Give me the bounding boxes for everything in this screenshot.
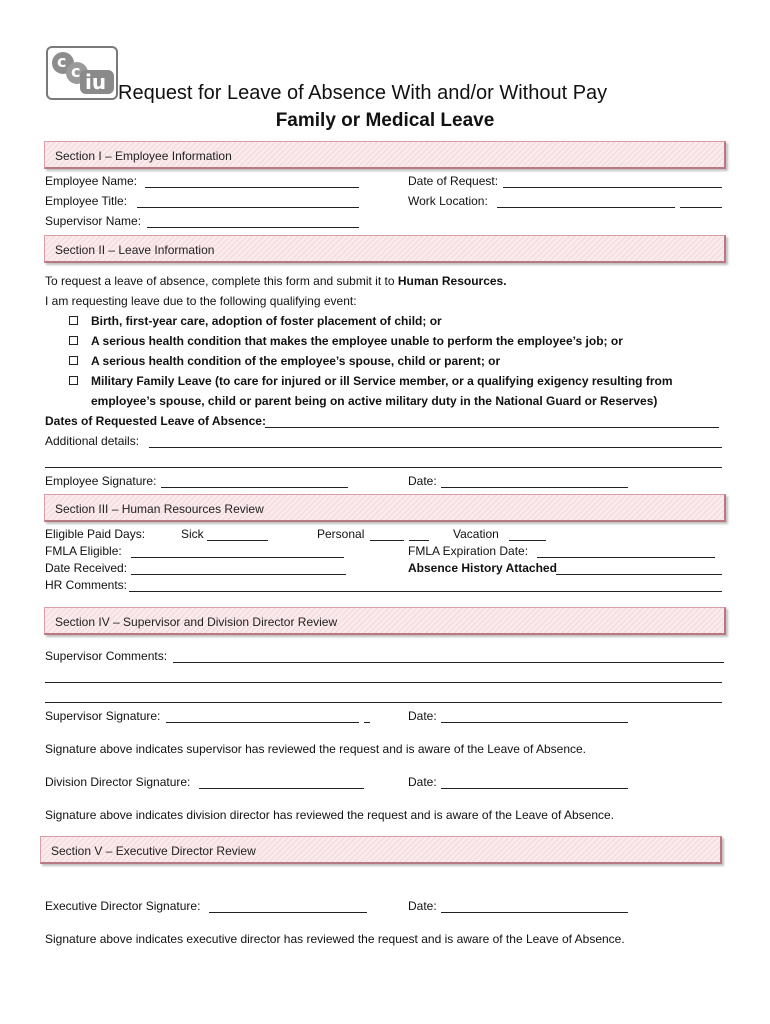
supervisor-comments-label: Supervisor Comments:	[45, 649, 168, 663]
logo-letter-3: iu	[85, 70, 107, 94]
section-2-title: Section II – Leave Information	[55, 243, 215, 257]
absence-history-label: Absence History Attached	[408, 561, 557, 575]
section-5-title: Section V – Executive Director Review	[51, 844, 256, 858]
vacation-label: Vacation	[453, 527, 499, 541]
employee-signature-label: Employee Signature:	[45, 474, 157, 488]
executive-director-date-field[interactable]	[441, 912, 628, 913]
hr-comments-label: HR Comments:	[45, 578, 128, 592]
personal-days-field[interactable]	[370, 540, 404, 541]
work-location-label: Work Location:	[408, 194, 488, 208]
fmla-eligible-field[interactable]	[131, 557, 344, 558]
employee-title-field[interactable]	[137, 207, 359, 208]
fmla-eligible-label: FMLA Eligible:	[45, 544, 122, 558]
option-1-checkbox[interactable]	[69, 316, 78, 325]
section-5-header	[40, 836, 722, 864]
executive-director-signature-field[interactable]	[209, 912, 367, 913]
work-location-field-extra[interactable]	[680, 207, 722, 208]
supervisor-comments-field[interactable]	[173, 662, 724, 663]
logo-letter-2: c	[71, 62, 81, 81]
employee-name-field[interactable]	[145, 187, 359, 188]
intro-text-prefix: To request a leave of absence, complete this form and submit it to	[45, 274, 398, 288]
option-4-checkbox[interactable]	[69, 376, 78, 385]
section-4-header	[44, 607, 726, 635]
employee-signature-field[interactable]	[161, 487, 348, 488]
absence-history-field[interactable]	[556, 574, 722, 575]
supervisor-name-field[interactable]	[147, 227, 359, 228]
supervisor-signature-label: Supervisor Signature:	[45, 709, 161, 723]
supervisor-comments-field-3[interactable]	[45, 702, 722, 703]
division-director-date-label: Date:	[408, 775, 437, 789]
dates-requested-field[interactable]	[265, 427, 719, 428]
executive-director-signature-label: Executive Director Signature:	[45, 899, 201, 913]
additional-details-field[interactable]	[149, 447, 722, 448]
executive-director-date-label: Date:	[408, 899, 437, 913]
eligible-paid-days-label: Eligible Paid Days:	[45, 527, 146, 541]
employee-title-label: Employee Title:	[45, 194, 128, 208]
employee-date-field[interactable]	[441, 487, 628, 488]
option-4-label: Military Family Leave (to care for injured or ill Service member, or a qualifying exigency resulting from	[91, 374, 673, 388]
organization-logo	[46, 46, 118, 100]
sick-days-field[interactable]	[207, 540, 268, 541]
section-4-title: Section IV – Supervisor and Division Director Review	[55, 615, 338, 629]
vacation-days-field[interactable]	[509, 540, 546, 541]
supervisor-signature-field[interactable]	[166, 722, 359, 723]
supervisor-signature-field-extra[interactable]	[364, 722, 370, 723]
division-director-note: Signature above indicates division director has reviewed the request and is aware of the Leave of Absence.	[45, 808, 615, 822]
section-1-title: Section I – Employee Information	[55, 149, 232, 163]
employee-name-label: Employee Name:	[45, 174, 138, 188]
form-subtitle: Family or Medical Leave	[275, 110, 495, 131]
option-1-label: Birth, first-year care, adoption of foster placement of child; or	[91, 314, 442, 328]
option-2-label: A serious health condition that makes the employee unable to perform the employee’s job; or	[91, 334, 623, 348]
human-resources-text: Human Resources.	[397, 274, 507, 288]
date-received-label: Date Received:	[45, 561, 128, 575]
option-3-label: A serious health condition of the employee’s spouse, child or parent; or	[91, 354, 501, 368]
additional-details-field-2[interactable]	[45, 467, 722, 468]
fmla-expiration-field[interactable]	[537, 557, 715, 558]
sick-label: Sick	[181, 527, 204, 541]
executive-director-note: Signature above indicates executive director has reviewed the request and is aware of the Leave of Absence.	[45, 932, 625, 946]
section-3-title: Section III – Human Resources Review	[55, 502, 264, 516]
supervisor-note: Signature above indicates supervisor has reviewed the request and is aware of the Leave of Absence.	[45, 742, 587, 756]
option-4-label-continued: employee’s spouse, child or parent being on active military duty in the National Guard or Reserves)	[91, 394, 658, 408]
option-3-checkbox[interactable]	[69, 356, 78, 365]
requesting-leave-text: I am requesting leave due to the following qualifying event:	[45, 294, 357, 308]
division-director-date-field[interactable]	[441, 788, 628, 789]
supervisor-name-label: Supervisor Name:	[45, 214, 142, 228]
section-1-header	[44, 141, 726, 169]
division-director-signature-label: Division Director Signature:	[45, 775, 191, 789]
fmla-expiration-label: FMLA Expiration Date:	[408, 544, 529, 558]
hr-comments-field[interactable]	[129, 591, 722, 592]
work-location-field[interactable]	[497, 207, 675, 208]
supervisor-date-field[interactable]	[441, 722, 628, 723]
section-2-header	[44, 235, 726, 263]
additional-details-label: Additional details:	[45, 434, 140, 448]
intro-text	[45, 274, 507, 288]
date-of-request-label: Date of Request:	[408, 174, 499, 188]
division-director-signature-field[interactable]	[199, 788, 364, 789]
employee-date-label: Date:	[408, 474, 437, 488]
personal-days-field-extra[interactable]	[409, 540, 429, 541]
form-title: Request for Leave of Absence With and/or Without Pay	[118, 82, 608, 104]
personal-label: Personal	[317, 527, 365, 541]
supervisor-comments-field-2[interactable]	[45, 682, 722, 683]
option-2-checkbox[interactable]	[69, 336, 78, 345]
date-received-field[interactable]	[131, 574, 346, 575]
logo-letter-1: c	[57, 52, 67, 71]
section-3-header	[44, 494, 726, 522]
date-of-request-field[interactable]	[503, 187, 722, 188]
supervisor-date-label: Date:	[408, 709, 437, 723]
dates-requested-label: Dates of Requested Leave of Absence:	[45, 414, 266, 428]
